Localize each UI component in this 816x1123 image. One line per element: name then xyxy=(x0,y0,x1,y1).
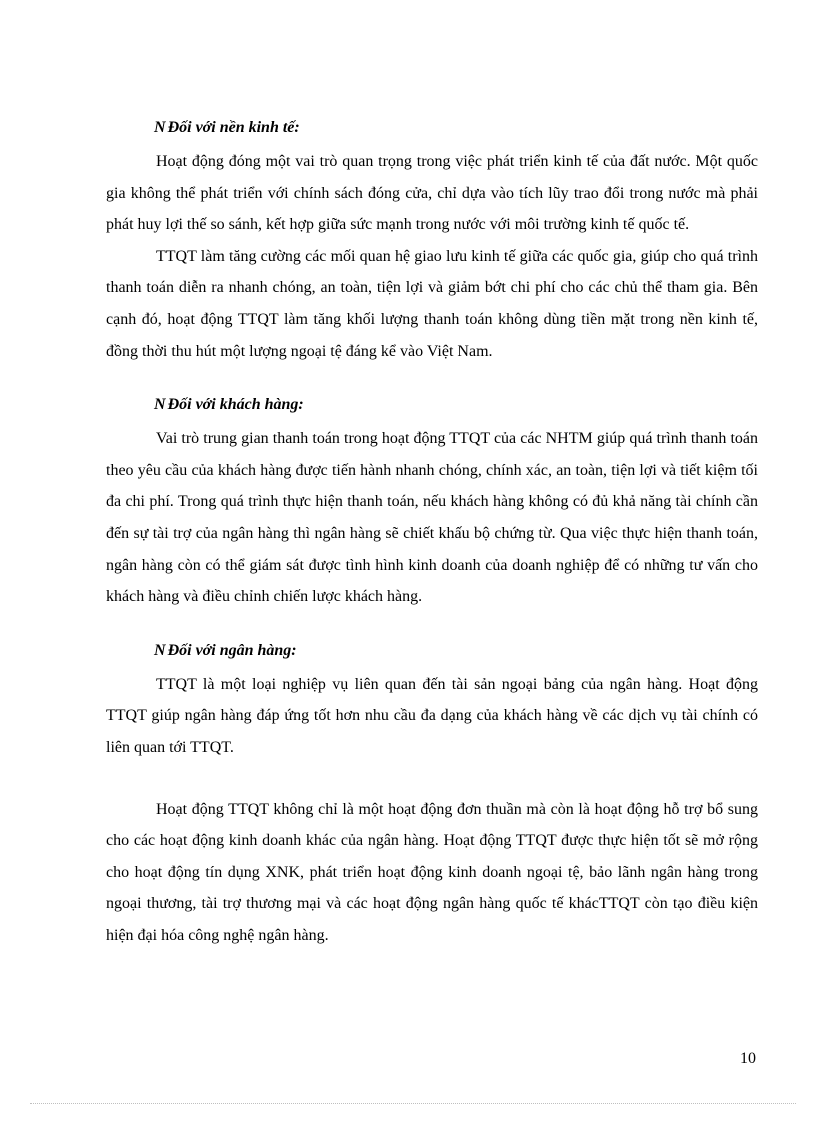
section-heading-text: Đối với nền kinh tế: xyxy=(167,119,300,136)
section-heading-banks xyxy=(106,635,758,667)
paragraph: TTQT là một loại nghiệp vụ liên quan đến tài sản ngoại bảng của ngân hàng. Hoạt động TTQT giúp ngân hàng đáp ứng tốt hơn nhu cầu đa dạng của khách hàng về các dịch vụ tài chính có liên quan tới TTQT. xyxy=(106,675,758,756)
section-spacer xyxy=(106,367,758,389)
bullet-icon: N xyxy=(154,396,166,414)
section-spacer xyxy=(106,613,758,635)
bullet-icon: N xyxy=(154,119,166,136)
paragraph: TTQT làm tăng cường các mối quan hệ giao lưu kinh tế giữa các quốc gia, giúp cho quá trình thanh toán diễn ra nhanh chóng, an toàn, tiện lợi và giảm bớt chi phí cho các chủ thể tham gia. Bên cạnh đó, hoạt động TTQT làm tăng khối lượng thanh toán không dùng tiền mặt trong nền kinh tế, đồng thời thu hút một lượng ngoại tệ đáng kể vào Việt Nam. xyxy=(106,247,758,360)
paragraph-spacer xyxy=(106,764,758,794)
page-number: 10 xyxy=(740,1050,756,1067)
section-heading-text: Đối với ngân hàng: xyxy=(167,641,297,659)
section-heading-customers xyxy=(106,389,758,421)
paragraph: Hoạt động đóng một vai trò quan trọng trong việc phát triển kinh tế của đất nước. Một quốc gia không thể phát triển với chính sách đóng cửa, chỉ dựa vào tích lũy trao đổi trong nước mà phải phát huy lợi thế so sánh, kết hợp giữa sức mạnh trong nước với môi trường kinh tế quốc tế. xyxy=(106,153,758,234)
section-heading-text: Đối với khách hàng: xyxy=(167,396,304,414)
section-heading-economy xyxy=(106,112,758,144)
paragraph: Vai trò trung gian thanh toán trong hoạt động TTQT của các NHTM giúp quá trình thanh toán theo yêu cầu của khách hàng được tiến hành nhanh chóng, chính xác, an toàn, tiện lợi và tiết kiệm tối đa chi phí. Trong quá trình thực hiện thanh toán, nếu khách hàng không có đủ khả năng tài chính cần đến sự tài trợ của ngân hàng thì ngân hàng sẽ chiết khấu bộ chứng từ. Qua việc thực hiện thanh toán, ngân hàng còn có thể giám sát được tình hình kinh doanh của doanh nghiệp để có những tư vấn cho khách hàng và điều chỉnh chiến lược khách hàng. xyxy=(106,430,758,606)
bullet-icon: N xyxy=(154,641,166,659)
paragraph: Hoạt động TTQT không chỉ là một hoạt động đơn thuần mà còn là hoạt động hỗ trợ bổ sung cho các hoạt động kinh doanh khác của ngân hàng. Hoạt động TTQT được thực hiện tốt sẽ mở rộng cho hoạt động tín dụng XNK, phát triển hoạt động kinh doanh ngoại tệ, bảo lãnh ngân hàng trong ngoại thương, tài trợ thương mại và các hoạt động ngân hàng quốc tế khácTTQT còn tạo điều kiện hiện đại hóa công nghệ ngân hàng. xyxy=(106,800,758,944)
page-bottom-divider xyxy=(30,1103,796,1104)
page-content xyxy=(106,112,758,951)
